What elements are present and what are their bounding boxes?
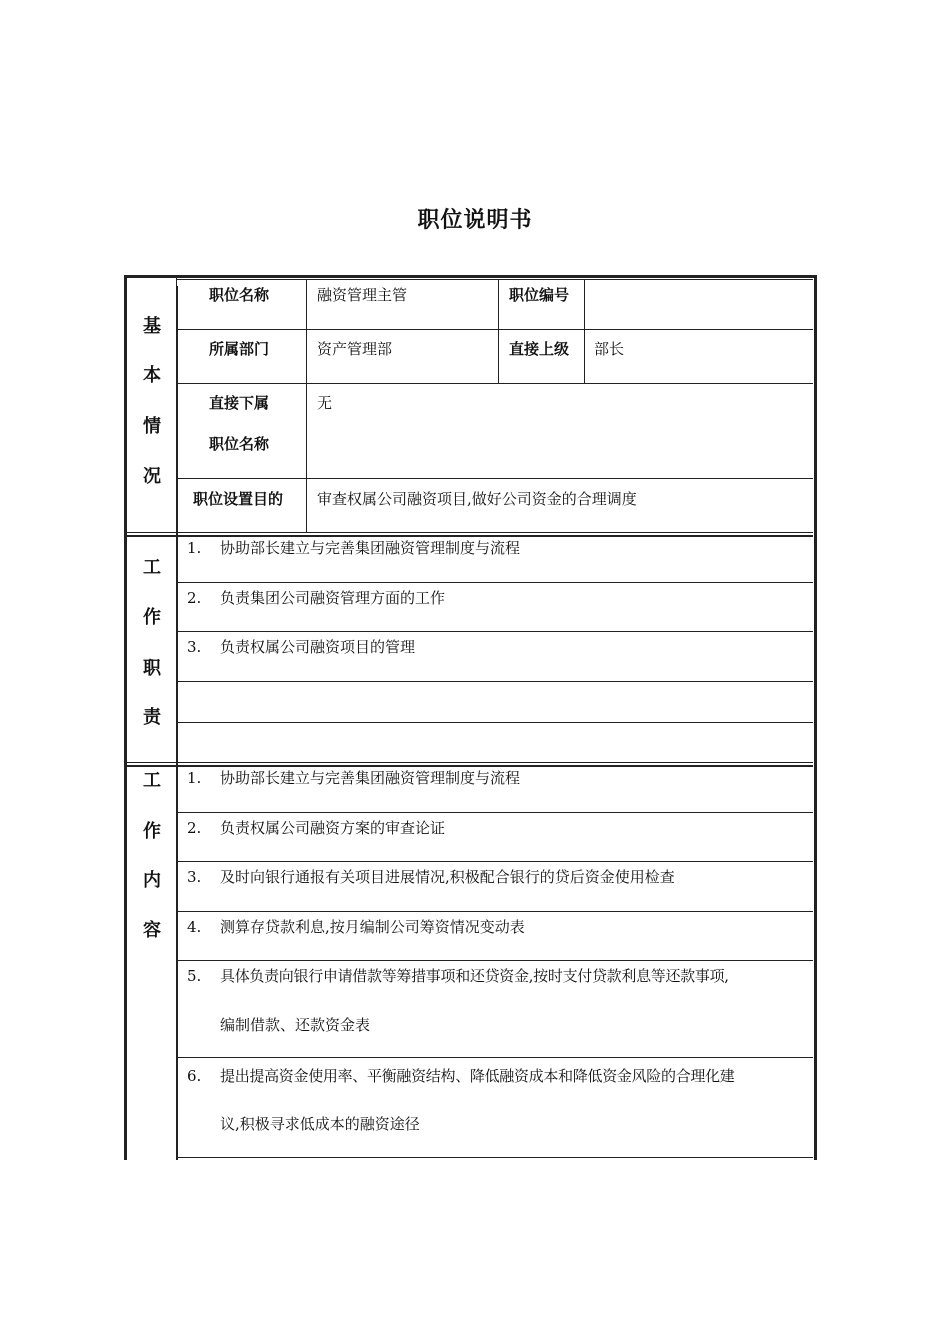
duty-item-text: 负责集团公司融资管理方面的工作 bbox=[220, 589, 446, 607]
basic-col3-line bbox=[584, 279, 585, 383]
content-label-char: 内 bbox=[143, 870, 161, 891]
content-item-text: 提出提高资金使用率、平衡融资结构、降低融资成本和降低资金风险的合理化建 bbox=[220, 1067, 735, 1085]
duty-item-number: 1. bbox=[187, 539, 202, 557]
duty-item-text: 负责权属公司融资项目的管理 bbox=[220, 638, 416, 656]
duties-label-char: 职 bbox=[143, 658, 161, 679]
duties-label-char: 作 bbox=[143, 607, 161, 628]
basic-col1-line bbox=[306, 279, 307, 533]
duty-item-text: 协助部长建立与完善集团融资管理制度与流程 bbox=[220, 539, 521, 557]
duty-row-line bbox=[177, 631, 813, 632]
duty-row-line bbox=[177, 722, 813, 723]
basic-col2-line bbox=[498, 279, 499, 383]
content-row-line bbox=[177, 960, 813, 961]
superior-label: 直接上级 bbox=[509, 340, 570, 358]
duty-row-line bbox=[177, 582, 813, 583]
department-label: 所属部门 bbox=[209, 340, 270, 358]
purpose-label: 职位设置目的 bbox=[193, 490, 284, 508]
section-separator-2 bbox=[127, 762, 813, 763]
duty-item-number: 2. bbox=[187, 589, 202, 607]
content-row-line bbox=[177, 1057, 813, 1058]
section-separator-1b bbox=[127, 535, 813, 537]
subordinate-value: 无 bbox=[317, 394, 333, 412]
content-item-number: 6. bbox=[187, 1067, 202, 1085]
subordinate-label-line1: 直接下属 bbox=[209, 394, 270, 412]
content-row-line bbox=[177, 812, 813, 813]
content-item-text: 测算存贷款利息,按月编制公司筹资情况变动表 bbox=[220, 918, 525, 936]
section-separator-1 bbox=[127, 532, 813, 533]
content-label-char: 容 bbox=[143, 920, 161, 941]
content-row-line bbox=[177, 861, 813, 862]
purpose-value: 审查权属公司融资项目,做好公司资金的合理调度 bbox=[317, 490, 637, 508]
duty-item-number: 3. bbox=[187, 638, 202, 656]
content-label-char: 作 bbox=[143, 821, 161, 842]
content-item-text-continued: 编制借款、还款资金表 bbox=[220, 1016, 371, 1034]
basic-label-char: 本 bbox=[143, 365, 161, 386]
content-label-char: 工 bbox=[143, 770, 161, 791]
superior-value: 部长 bbox=[594, 340, 625, 358]
department-value: 资产管理部 bbox=[317, 340, 393, 358]
content-item-text: 负责权属公司融资方案的审查论证 bbox=[220, 819, 446, 837]
position-name-value: 融资管理主管 bbox=[317, 286, 408, 304]
content-item-text-continued: 议,积极寻求低成本的融资途径 bbox=[220, 1115, 420, 1133]
basic-row3-line bbox=[177, 478, 813, 479]
basic-label-char: 情 bbox=[143, 416, 161, 437]
content-item-number: 1. bbox=[187, 769, 202, 787]
page-title: 职位说明书 bbox=[417, 208, 533, 233]
content-item-number: 2. bbox=[187, 819, 202, 837]
content-row-line bbox=[177, 911, 813, 912]
content-bottom-line bbox=[177, 1157, 813, 1158]
position-name-label: 职位名称 bbox=[209, 286, 270, 304]
position-code-label: 职位编号 bbox=[509, 286, 570, 304]
content-item-number: 3. bbox=[187, 868, 202, 886]
content-item-text: 协助部长建立与完善集团融资管理制度与流程 bbox=[220, 769, 521, 787]
subordinate-label-line2: 职位名称 bbox=[209, 435, 270, 453]
section-separator-2b bbox=[127, 765, 813, 767]
duties-label-char: 责 bbox=[143, 707, 161, 728]
duty-row-line bbox=[177, 681, 813, 682]
basic-row1-line bbox=[177, 329, 813, 330]
content-item-number: 4. bbox=[187, 918, 202, 936]
content-item-text: 及时向银行通报有关项目进展情况,积极配合银行的贷后资金使用检查 bbox=[220, 868, 675, 886]
content-item-text: 具体负责向银行申请借款等筹措事项和还贷资金,按时支付贷款利息等还款事项, bbox=[220, 967, 729, 985]
basic-top-line bbox=[177, 279, 813, 280]
basic-row2-line bbox=[177, 383, 813, 384]
content-item-number: 5. bbox=[187, 967, 202, 985]
basic-label-char: 基 bbox=[143, 316, 161, 337]
basic-label-char: 况 bbox=[143, 466, 161, 487]
duties-label-char: 工 bbox=[143, 557, 161, 578]
